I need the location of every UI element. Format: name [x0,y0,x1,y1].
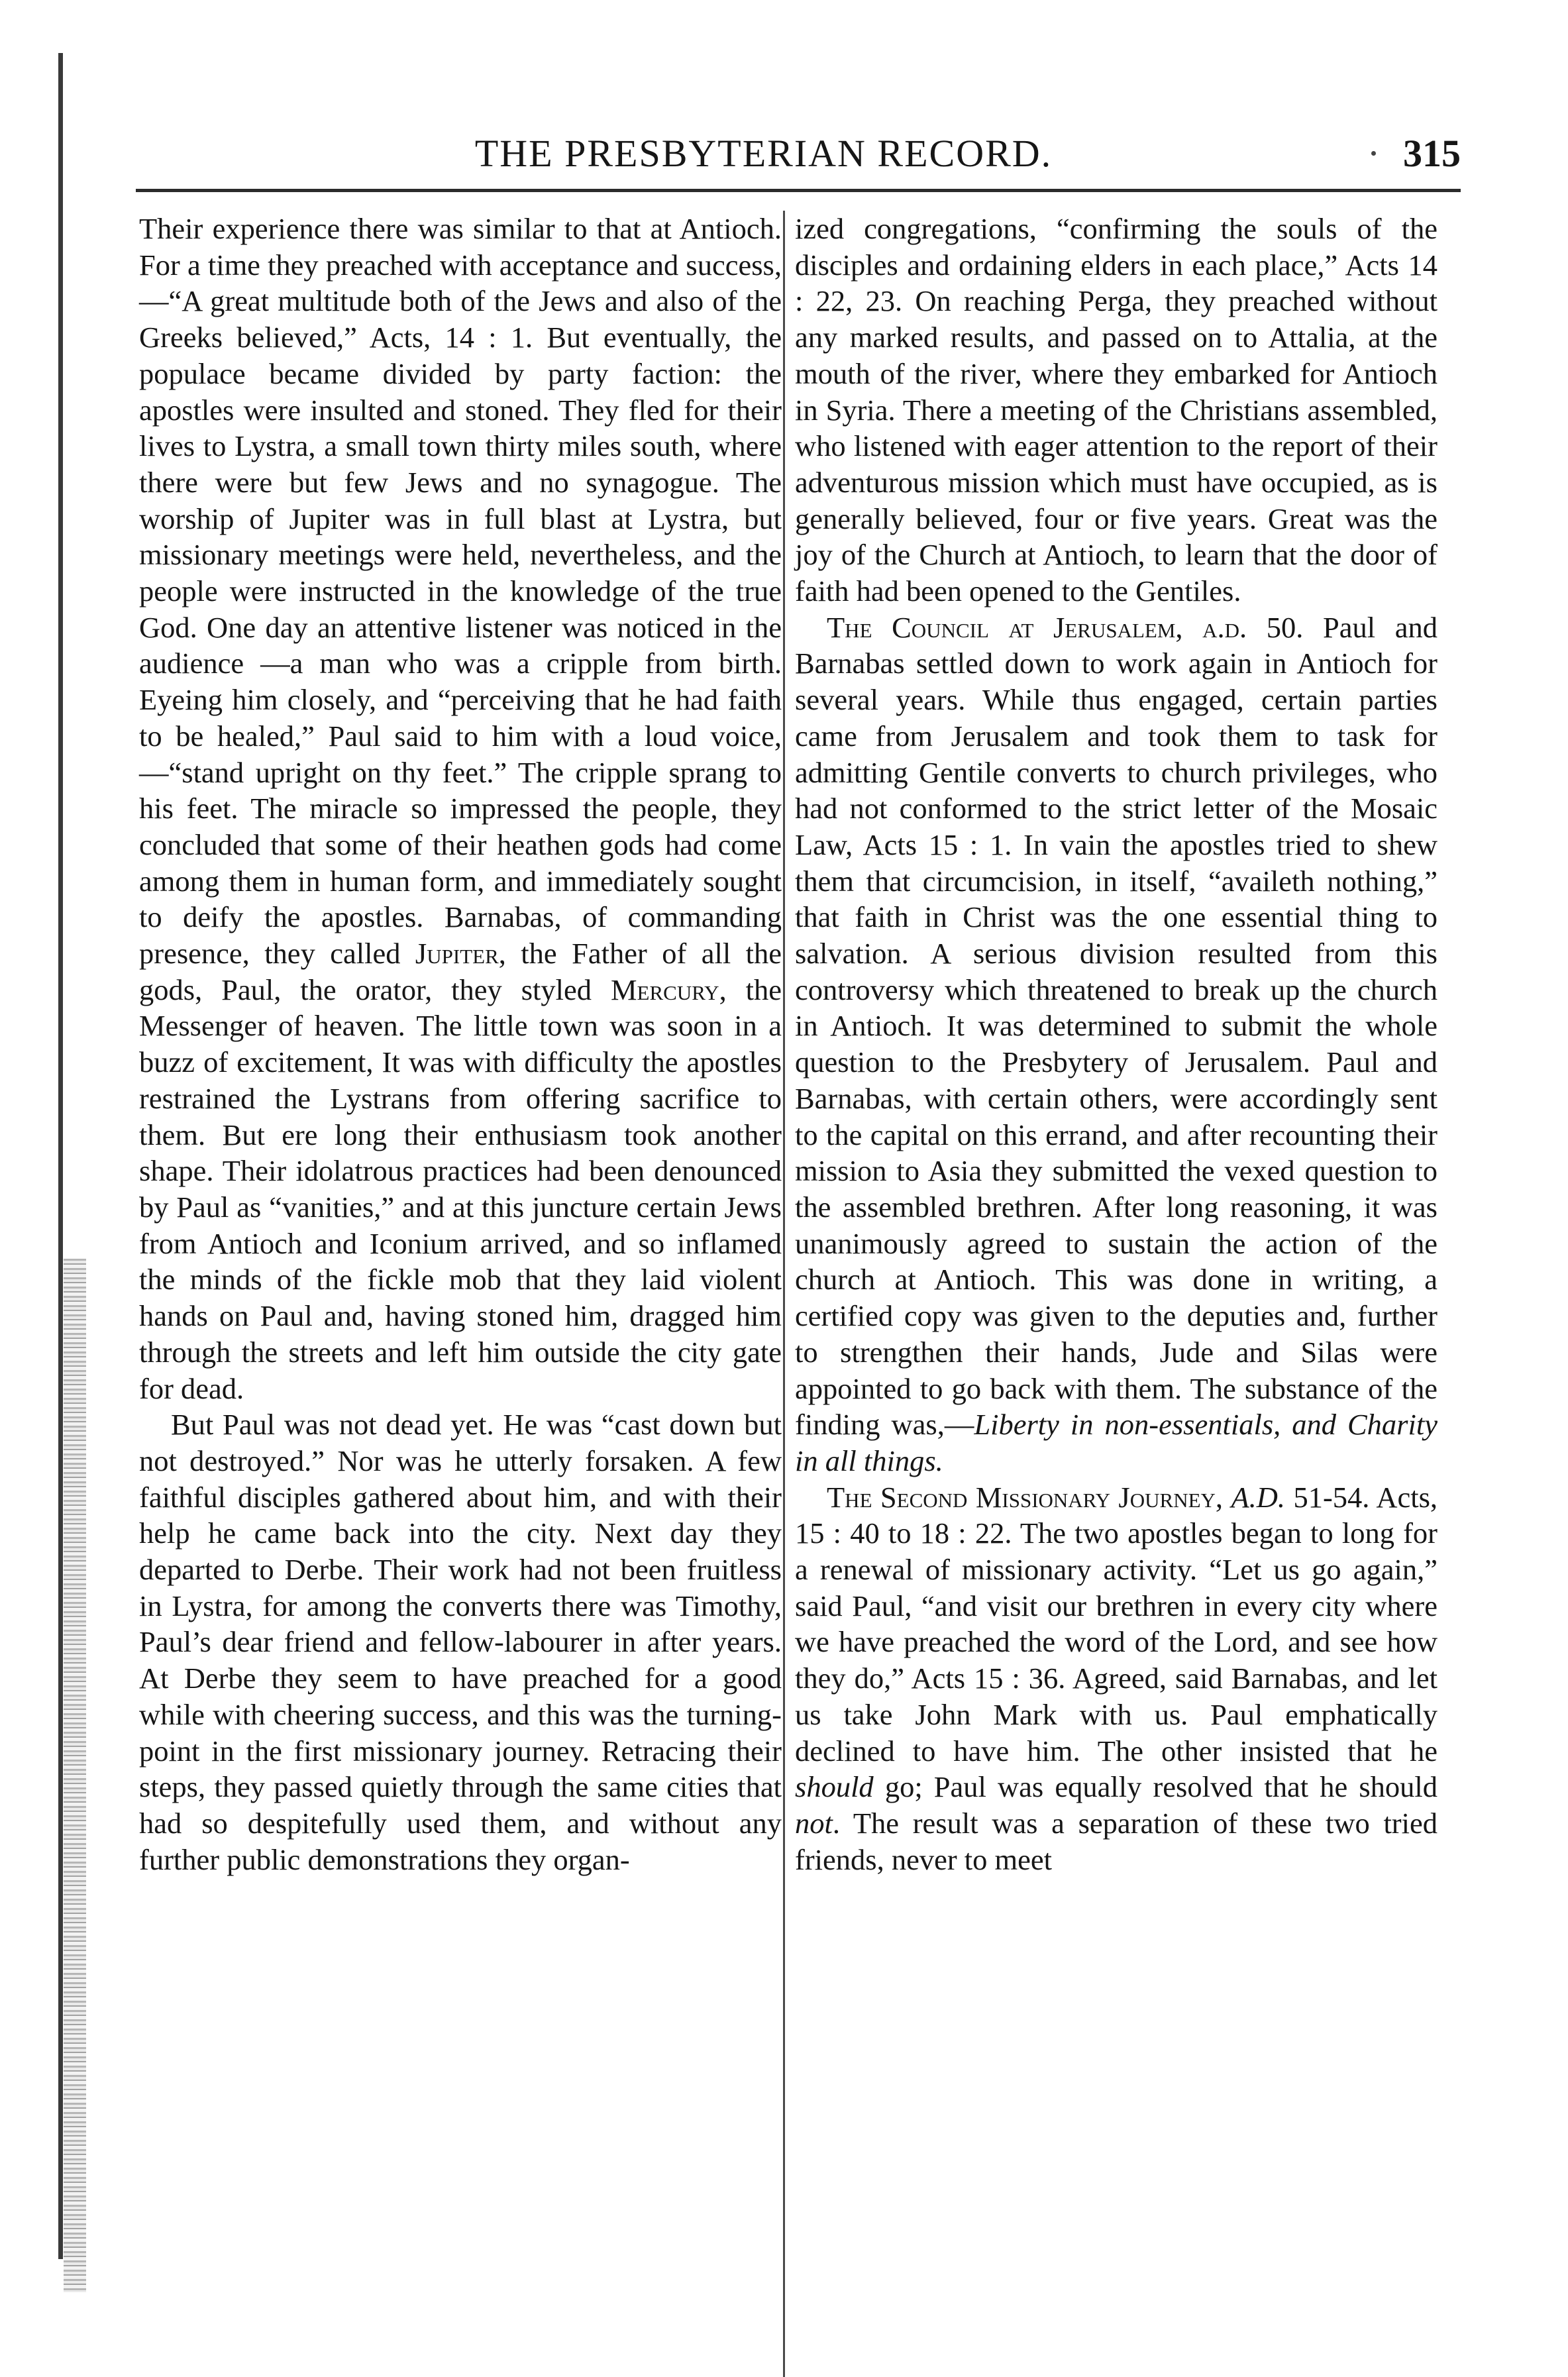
mercury-name: Mercury [610,973,719,1006]
emphasis-not: not [795,1806,833,1840]
binding-line [58,53,63,2259]
paragraph-text: Paul and Barnabas settled down to work again in Antioch for several years. While thus engaged, certain parties came from Jerusalem and took them to task for admitting Gentile converts to church privileges, who had not conformed to the strict letter of the Mosaic Law, Acts 15 : 1. In vain the apostles tried to shew them that circumcision, in itself, “availeth nothing,” that faith in Christ was the one essential thing to salvation. A serious division resulted from this controversy which threatened to break up the church in Antioch. It was determined to submit the whole question to the Presbytery of Jerusalem. Paul and Barnabas, with certain others, were accordingly sent to the capital on this errand, and after recounting their mission to Asia they submitted the vexed question to the assembled brethren. After long reasoning, it was unanimously agreed to sustain the action of the church at Antioch. This was done in writing, a certified copy was given to the deputies and, further to strengthen their hands, Jude and Silas were appointed to go back with them. The substance of the finding was,— [795,610,1438,1442]
paragraph-text: , the Father of all the gods, Paul, the orator, they styled [139,937,782,1006]
running-title: THE PRESBYTERIAN RECORD. [474,132,1053,175]
page-header [132,131,1461,184]
page-edge-texture [64,1259,86,2292]
column-divider [783,211,785,2377]
paragraph-text: Their experience there was similar to that at Antioch. For a time they preached with acceptance and success,—“A great multitude both of the Jews and also of the Greeks believed,” Acts, 14 : 1. But eventually, the populace became divided by party faction: the apostles were insulted and stoned. They fled for their lives to Lystra, a small town thirty miles south, where there were but few Jews and no synagogue. The worship of Jupiter was in full blast at Lystra, but missionary meetings were held, nevertheless, and the people were instructed in the knowledge of the true God. One day an attentive listener was noticed in the audience —a man who was a cripple from birth. Eyeing him closely, and “perceiving that he had faith to be healed,” Paul said to him with a loud voice,—“stand upright on thy feet.” The cripple sprang to his feet. The miracle so impressed the people, they concluded that some of their heathen gods had come among them in human form, and immediately sought to deify the apostles. Barnabas, of commanding presence, they called [139,212,782,971]
paragraph-text: , the Messenger of heaven. The little town was soon in a buzz of excitement, It was with difficulty the apostles restrained the Lystrans from offering sacrifice to them. But ere long their enthusiasm took another shape. Their idolatrous practices had been denounced by Paul as “vanities,” and at this juncture certain Jews from Antioch and Iconium arrived, and so inflamed the minds of the fickle mob that they laid violent hands on Paul and, having stoned him, dragged him through the streets and left him outside the city gate for dead. [139,973,782,1405]
header-dot [1371,151,1376,156]
paragraph-text: 51-54. Acts, 15 : 40 to 18 : 22. The two apostles began to long for a renewal of missionary activity. “Let us go again,” said Paul, “and visit our brethren in every city where we have preached the word of the Lord, and see how they do,” Acts 15 : 36. Agreed, said Barnabas, and let us take John Mark with us. Paul emphatically declined to have him. The other insisted that he [795,1480,1438,1768]
page-number: 315 [1403,132,1461,175]
paragraph-lystra [139,211,782,1406]
jupiter-name: Jupiter [415,937,499,971]
journey-date: A.D. [1231,1480,1286,1514]
council-heading: The Council at Jerusalem, a.d. 50. [827,610,1304,644]
motto: Liberty in non-essentials, and Charity in all things. [795,1408,1437,1477]
emphasis-should: should [795,1770,874,1804]
journey-heading: The Second Missionary Journey, [827,1480,1224,1514]
right-column [795,211,1437,1877]
paragraph-second-journey [795,1479,1437,1878]
scanned-margin-edge [0,0,86,2294]
header-rule [136,189,1461,192]
paragraph-continued: ized congregations, “confirming the souls of the disciples and ordaining elders in each place,” Acts 14 : 22, 23. On reaching Perga, they preached without any marked results, and passed on to Attalia, at the mouth of the river, where they embarked for Antioch in Syria. There a meeting of the Christians assembled, who listened with eager attention to the report of their adventurous mission which must have occupied, as is generally believed, four or five years. Great was the joy of the Church at Antioch, to learn that the door of faith had been opened to the Gentiles. [795,212,1437,608]
paragraph-council [795,609,1437,1479]
left-column [139,211,782,1877]
paragraph-derbe: But Paul was not dead yet. He was “cast down but not destroyed.” Nor was he utterly forsaken. A few faithful disciples gathered about him, and with their help he came back into the city. Next day they departed to Derbe. Their work had not been fruitless in Lystra, for among the converts there was Timothy, Paul’s dear friend and fellow-labourer in after years. At Derbe they seem to have preached for a good while with cheering success, and this was the turning-point in the first missionary journey. Retracing their steps, they passed quietly through the same cities that had so despitefully used them, and without any further public demonstrations they organ- [139,1408,782,1876]
paragraph-text: . The result was a separation of these two tried friends, never to meet [795,1806,1437,1876]
paragraph-text: go; Paul was equally resolved that he should [884,1770,1437,1804]
